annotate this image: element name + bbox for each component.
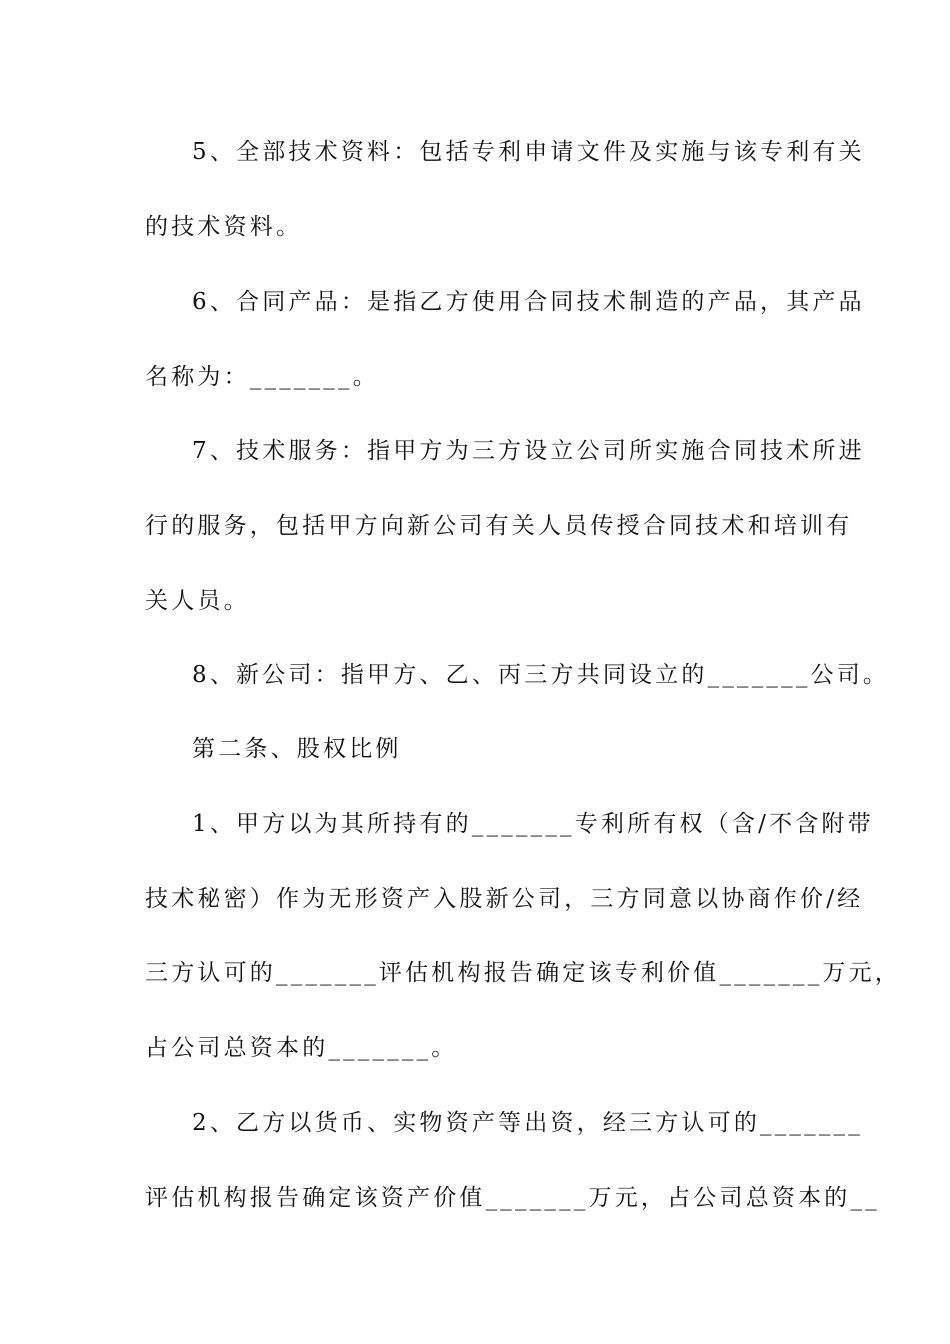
paragraph-7-line-3: 关人员。 xyxy=(145,588,250,614)
article-2-item-2-line-1: 2、乙方以货币、实物资产等出资，经三方认可的_______ xyxy=(192,1110,863,1136)
paragraph-5-line-1: 5、全部技术资料：包括专利申请文件及实施与该专利有关 xyxy=(192,139,865,165)
article-2-item-1-line-1: 1、甲方以为其所持有的_______专利所有权（含/不含附带 xyxy=(192,811,874,837)
paragraph-6-line-1: 6、合同产品：是指乙方使用合同技术制造的产品，其产品 xyxy=(192,289,865,315)
article-2-item-1-line-4: 占公司总资本的_______。 xyxy=(145,1035,458,1061)
paragraph-5-line-2: 的技术资料。 xyxy=(145,214,303,240)
article-2-item-1-line-2: 技术秘密）作为无形资产入股新公司，三方同意以协商作价/经 xyxy=(145,886,864,912)
paragraph-7-line-1: 7、技术服务：指甲方为三方设立公司所实施合同技术所进 xyxy=(192,438,865,464)
paragraph-6-line-2: 名称为：_______。 xyxy=(145,364,379,390)
paragraph-8-line-1: 8、新公司：指甲方、乙、丙三方共同设立的_______公司。 xyxy=(192,662,890,688)
article-2-heading: 第二条、股权比例 xyxy=(192,736,402,762)
article-2-item-2-line-2: 评估机构报告确定该资产价值_______万元，占公司总资本的__ xyxy=(145,1185,880,1211)
article-2-item-1-line-3: 三方认可的_______评估机构报告确定该专利价值_______万元， xyxy=(145,960,901,986)
paragraph-7-line-2: 行的服务，包括甲方向新公司有关人员传授合同技术和培训有 xyxy=(145,513,853,539)
